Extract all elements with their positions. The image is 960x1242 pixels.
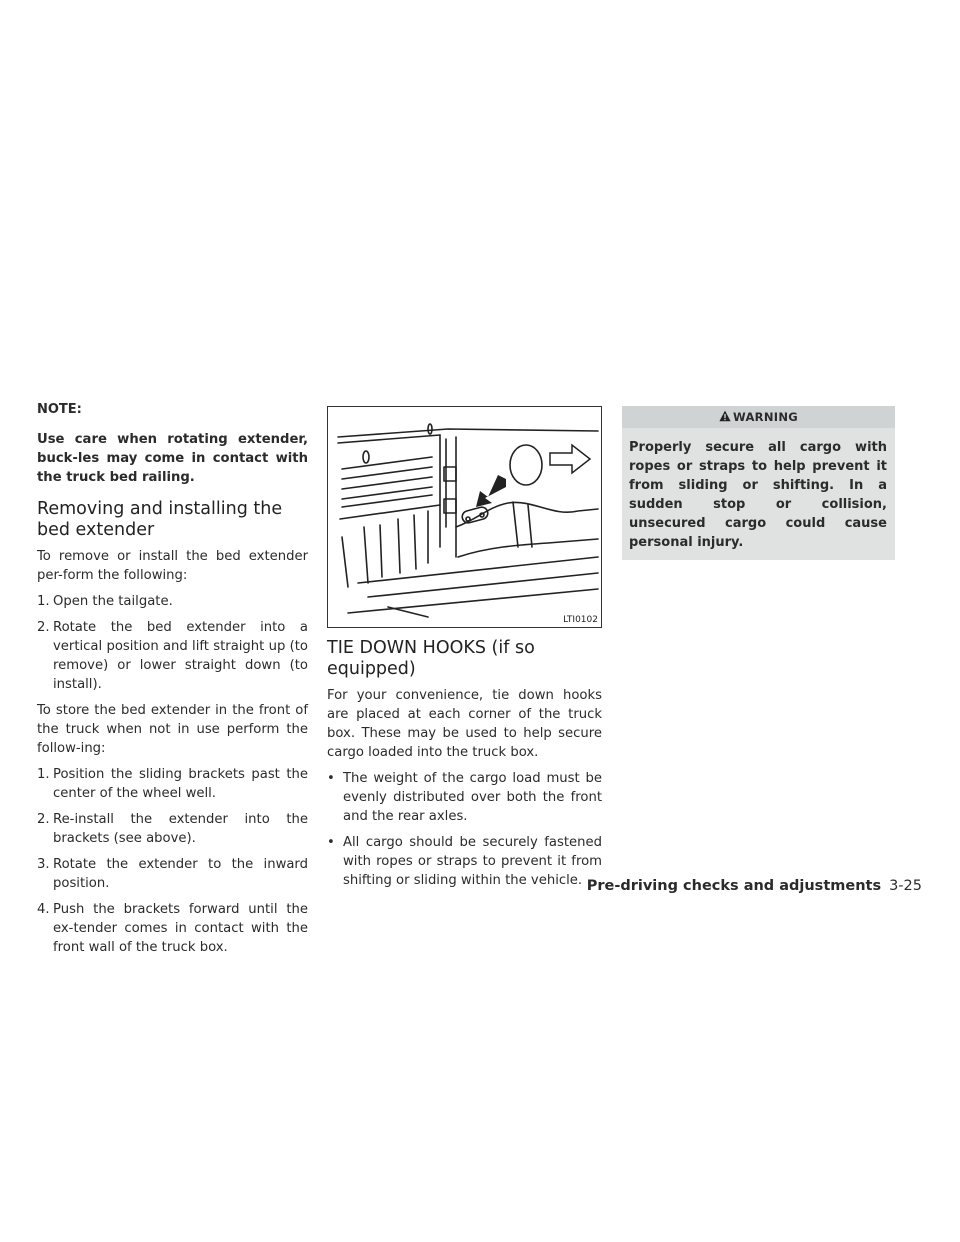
right-column <box>622 406 895 560</box>
list-text: All cargo should be securely fastened with ropes or straps to prevent it from shifting or sliding within the vehicle. <box>343 835 602 888</box>
list-item <box>37 765 308 803</box>
section-heading-bed-extender: Removing and installing the bed extender <box>37 499 283 540</box>
list-item <box>37 900 308 957</box>
list-text: Rotate the extender to the inward position. <box>53 857 308 891</box>
intro-paragraph: To remove or install the bed extender per-form the following: <box>37 549 308 583</box>
list-text: Push the brackets forward until the ex-tender comes in contact with the front wall of the truck box. <box>53 902 308 955</box>
list-text: The weight of the cargo load must be evenly distributed over both the front and the rear axles. <box>343 771 602 824</box>
list-item <box>37 810 308 848</box>
middle-column <box>327 406 602 897</box>
truck-bed-drawing <box>328 407 601 627</box>
note-title: NOTE: <box>37 402 82 417</box>
warning-header <box>622 406 895 428</box>
list-text: Re-install the extender into the brackets (see above). <box>53 812 308 846</box>
note-body: Use care when rotating extender, buck-les may come in contact with the truck bed railing. <box>37 432 308 485</box>
page-footer <box>587 878 922 894</box>
list-item <box>327 833 602 890</box>
warning-body: Properly secure all cargo with ropes or straps to help prevent it from sliding or shifting. In a sudden stop or collision, unsecured cargo could cause personal injury. <box>629 440 887 550</box>
steps-list-store <box>37 765 308 957</box>
list-text: Rotate the bed extender into a vertical position and lift straight up (to remove) or lower straight down (to install). <box>53 620 308 692</box>
page-number: 3-25 <box>889 878 922 894</box>
list-text: Position the sliding brackets past the center of the wheel well. <box>53 767 308 801</box>
figure-code: LTI0102 <box>563 615 598 625</box>
warning-box <box>622 406 895 560</box>
bullet: • <box>327 835 335 850</box>
list-number: 2. <box>37 620 50 635</box>
warning-triangle-icon <box>719 410 731 422</box>
warning-title: WARNING <box>733 410 798 424</box>
list-number: 2. <box>37 812 50 827</box>
list-number: 1. <box>37 767 50 782</box>
bullet: • <box>327 771 335 786</box>
section-heading-tie-down-hooks: TIE DOWN HOOKS (if so equipped) <box>327 638 535 679</box>
list-number: 1. <box>37 594 50 609</box>
footer-section-title: Pre-driving checks and adjustments <box>586 878 882 894</box>
list-text: Open the tailgate. <box>53 594 173 609</box>
list-item <box>37 592 308 611</box>
tie-down-bullet-list <box>327 769 602 890</box>
list-item <box>37 855 308 893</box>
tie-down-paragraph: For your convenience, tie down hooks are placed at each corner of the truck box. These may be used to help secure cargo loaded into the truck box. <box>327 688 602 760</box>
steps-list-remove-install <box>37 592 308 694</box>
list-item <box>37 618 308 694</box>
truck-bed-illustration <box>327 406 602 628</box>
list-number: 3. <box>37 857 50 872</box>
list-item <box>327 769 602 826</box>
left-column <box>37 400 308 964</box>
store-paragraph: To store the bed extender in the front of the truck when not in use perform the follow-ing: <box>37 703 308 756</box>
list-number: 4. <box>37 902 50 917</box>
